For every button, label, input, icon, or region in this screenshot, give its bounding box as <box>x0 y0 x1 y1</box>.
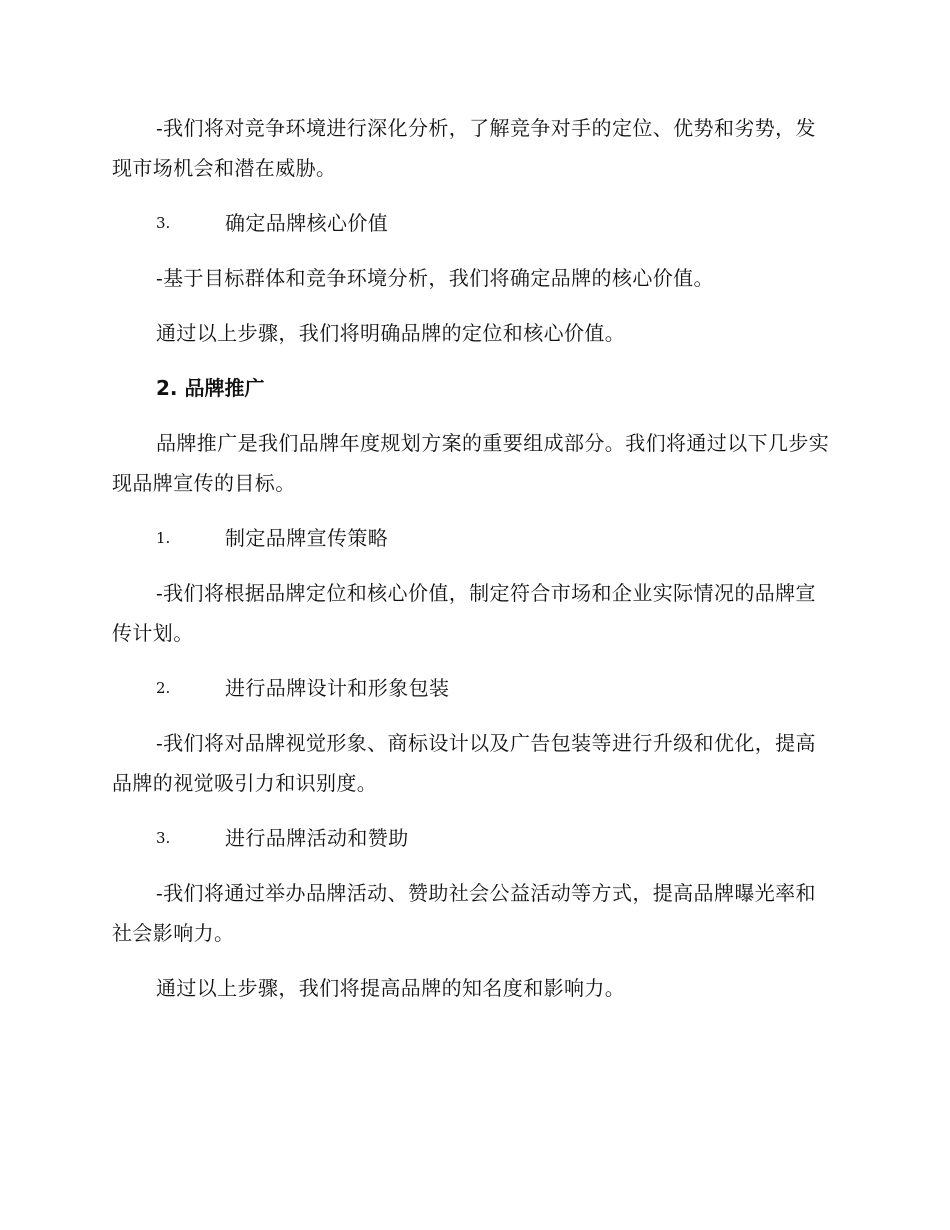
document-body <box>112 108 832 1023</box>
list-item-label: 进行品牌设计和形象包装 <box>225 676 450 700</box>
promotion-summary-paragraph: 通过以上步骤，我们将提高品牌的知名度和影响力。 <box>156 976 626 1000</box>
list-item-label: 制定品牌宣传策略 <box>225 526 389 550</box>
list-item-number: 2. <box>156 679 171 697</box>
list-item-promotion-strategy <box>112 518 832 558</box>
list-item-label: 进行品牌活动和赞助 <box>225 826 409 850</box>
list-item-number: 3. <box>156 214 171 232</box>
list-item-number: 1. <box>156 529 171 547</box>
list-item-brand-activities <box>112 818 832 858</box>
brand-activities-paragraph: -我们将通过举办品牌活动、赞助社会公益活动等方式，提高品牌曝光率和社会影响力。 <box>112 881 816 945</box>
list-item-brand-design <box>112 668 832 708</box>
list-item-label: 确定品牌核心价值 <box>225 211 389 235</box>
list-item-core-value <box>112 203 832 243</box>
positioning-summary-paragraph: 通过以上步骤，我们将明确品牌的定位和核心价值。 <box>156 321 626 345</box>
competition-analysis-paragraph: -我们将对竞争环境进行深化分析，了解竞争对手的定位、优势和劣势，发现市场机会和潜在威胁。 <box>112 116 816 180</box>
promotion-strategy-paragraph: -我们将根据品牌定位和核心价值，制定符合市场和企业实际情况的品牌宣传计划。 <box>112 581 816 645</box>
list-item-number: 3. <box>156 829 171 847</box>
core-value-paragraph: -基于目标群体和竞争环境分析，我们将确定品牌的核心价值。 <box>156 266 714 290</box>
brand-design-paragraph: -我们将对品牌视觉形象、商标设计以及广告包装等进行升级和优化，提高品牌的视觉吸引力和识别度。 <box>112 731 816 795</box>
brand-promotion-intro-paragraph: 品牌推广是我们品牌年度规划方案的重要组成部分。我们将通过以下几步实现品牌宣传的目标。 <box>112 431 830 495</box>
section-heading-brand-promotion: 2. 品牌推广 <box>156 376 265 400</box>
